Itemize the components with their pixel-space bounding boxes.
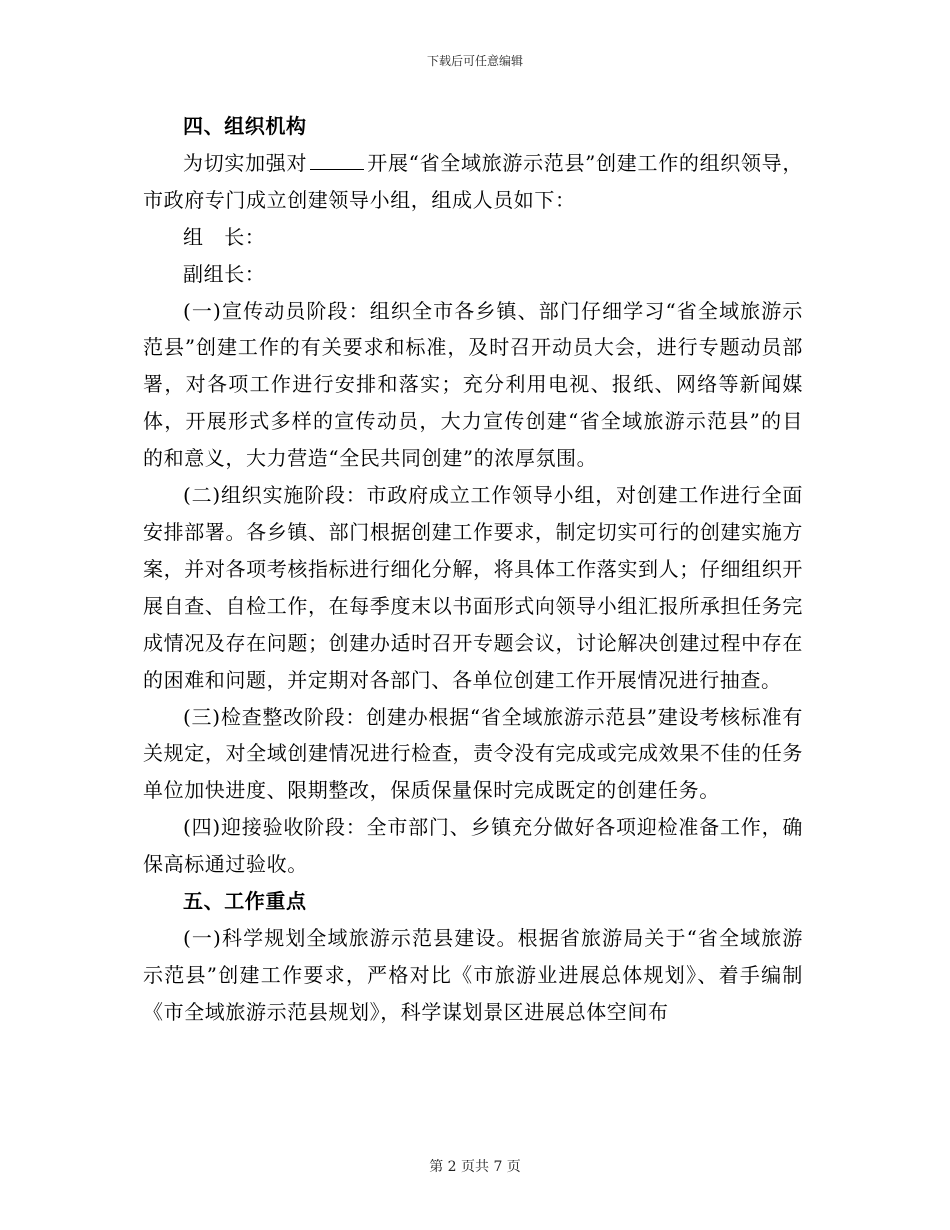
section-title-key-work: 五、工作重点 [183,889,307,914]
fill-in-blank [310,151,364,170]
paragraph-stage-1: (一)宣传动员阶段：组织全市各乡镇、部门仔细学习“省全域旅游示范县”创建工作的有关要求和标准，及时召开动员大会，进行专题动员部署，对各项工作进行安排和落实；充分利用电视、报纸、网络等新闻媒体，开展形式多样的宣传动员，大力宣传创建“省全域旅游示范县”的目的和意义，大力营造“全民共同创建”的浓厚氛围。 [143,298,803,471]
document-body [143,108,803,1031]
leader-label: 组 长： [183,224,266,249]
paragraph-key-work-1: (一)科学规划全域旅游示范县建设。根据省旅游局关于“省全域旅游示范县”创建工作要求，严格对比《市旅游业进展总体规划》、着手编制《市全域旅游示范县规划》，科学谋划景区进展总体空间布 [143,925,803,1024]
intro-text-end: 开展“省全域旅游示范县”创建工作的组织领导，市政府专门成立创建领导小组，组成人员如下： [143,150,803,212]
paragraph-organization-intro [143,145,803,219]
page-header-note: 下载后可任意编辑 [426,54,523,68]
section-title-organization: 四、组织机构 [183,114,307,138]
paragraph-stage-4: (四)迎接验收阶段：全市部门、乡镇充分做好各项迎检准备工作，确保高标通过验收。 [143,815,803,877]
paragraph-stage-3: (三)检查整改阶段：创建办根据“省全域旅游示范县”建设考核标准有关规定，对全域创建情况进行检查，责令没有完成或完成效果不佳的任务单位加快进度、限期整改，保质保量保时完成既定的创建任务。 [143,704,803,803]
deputy-leader-label: 副组长： [183,261,266,286]
paragraph-stage-2: (二)组织实施阶段：市政府成立工作领导小组，对创建工作进行全面安排部署。各乡镇、部门根据创建工作要求，制定切实可行的创建实施方案，并对各项考核指标进行细化分解，将具体工作落实到人；仔细组织开展自查、自检工作，在每季度末以书面形式向领导小组汇报所承担任务完成情况及存在问题；创建办适时召开专题会议，讨论解决创建过程中存在的困难和问题，并定期对各部门、各单位创建工作开展情况进行抽查。 [143,483,803,692]
intro-text-start: 为切实加强对 [183,150,308,175]
page-footer-number: 第 2 页共 7 页 [429,1159,521,1175]
